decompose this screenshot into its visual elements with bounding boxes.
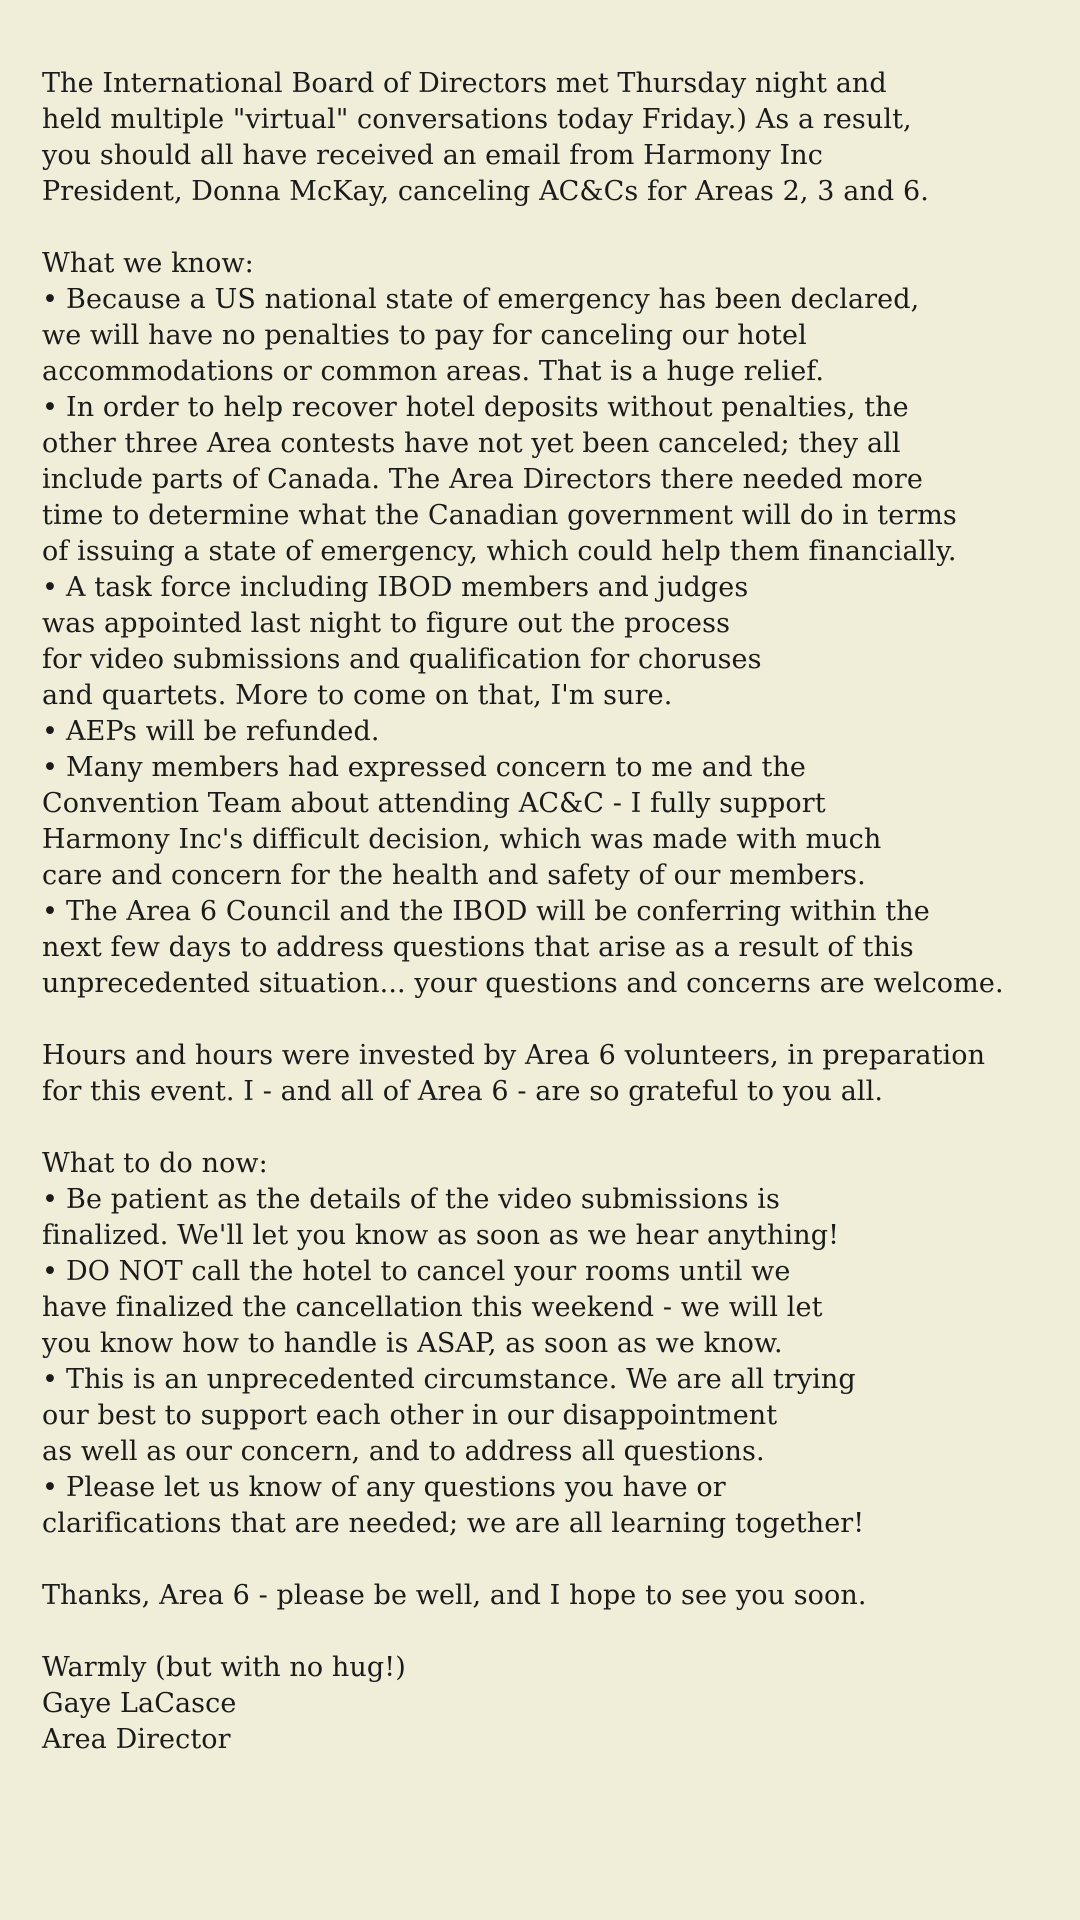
bullet-continuation-line [42,1434,1062,1470]
paragraph-spacer [42,1002,1062,1038]
letter-body [42,66,1062,1758]
bullet-text: Convention Team about attending AC&C - I fully support [42,788,826,819]
bullet-text: was appointed last night to figure out the process [42,608,731,639]
bullet-continuation-line [42,462,1062,498]
section-heading: What we know: [42,248,254,279]
section-what-we-know [42,246,1062,1002]
section-heading: What to do now: [42,1148,268,1179]
bullet-item [42,714,1062,750]
section-signature [42,1650,1062,1758]
bullet-continuation-line [42,606,1062,642]
bullet-text: Please let us know of any questions you have or [66,1472,726,1503]
bullet-item [42,1254,1062,1362]
paragraph-spacer [42,1614,1062,1650]
bullet-continuation-line [42,498,1062,534]
bullet-item [42,750,1062,894]
bullet-continuation-line [42,1290,1062,1326]
bullet-text: finalized. We'll let you know as soon as we hear anything! [42,1220,840,1251]
bullet-text: Harmony Inc's difficult decision, which was made with much [42,824,882,855]
bullet-item [42,894,1062,1002]
bullet-icon: • [42,1472,59,1503]
bullet-icon: • [42,896,59,927]
bullet-text: time to determine what the Canadian government will do in terms [42,500,957,531]
bullet-icon: • [42,1364,59,1395]
bullet-icon: • [42,716,59,747]
bullet-text: This is an unprecedented circumstance. We are all trying [66,1364,856,1395]
bullet-first-line [42,282,1062,318]
bullet-text: our best to support each other in our disappointment [42,1400,778,1431]
paragraph-spacer [42,1542,1062,1578]
bullet-text: have finalized the cancellation this weekend - we will let [42,1292,823,1323]
bullet-text: unprecedented situation... your questions and concerns are welcome. [42,968,1004,999]
paragraph-line: Hours and hours were invested by Area 6 volunteers, in preparation [42,1040,986,1071]
bullet-text: for video submissions and qualification for choruses [42,644,762,675]
section-what-to-do [42,1146,1062,1542]
bullet-item [42,570,1062,714]
bullet-text: Be patient as the details of the video submissions is [66,1184,780,1215]
bullet-text: we will have no penalties to pay for canceling our hotel [42,320,807,351]
bullet-continuation-line [42,426,1062,462]
bullet-item [42,1470,1062,1542]
bullet-icon: • [42,392,59,423]
bullet-continuation-line [42,930,1062,966]
bullet-text: DO NOT call the hotel to cancel your rooms until we [66,1256,791,1287]
bullet-text: clarifications that are needed; we are all learning together! [42,1508,865,1539]
bullet-first-line [42,714,1062,750]
bullet-continuation-line [42,534,1062,570]
bullet-text: In order to help recover hotel deposits without penalties, the [66,392,909,423]
paragraph-line: Thanks, Area 6 - please be well, and I hope to see you soon. [42,1580,867,1611]
bullet-continuation-line [42,1506,1062,1542]
bullet-text: The Area 6 Council and the IBOD will be conferring within the [66,896,930,927]
bullet-continuation-line [42,318,1062,354]
bullet-icon: • [42,752,59,783]
bullet-first-line [42,570,1062,606]
bullet-text: other three Area contests have not yet been canceled; they all [42,428,901,459]
paragraph-line: Area Director [42,1724,231,1755]
bullet-text: AEPs will be refunded. [66,716,380,747]
bullet-item [42,390,1062,570]
bullet-item [42,1182,1062,1254]
paragraph-spacer [42,210,1062,246]
bullet-first-line [42,750,1062,786]
bullet-continuation-line [42,822,1062,858]
bullet-continuation-line [42,786,1062,822]
bullet-continuation-line [42,858,1062,894]
bullet-text: accommodations or common areas. That is a huge relief. [42,356,825,387]
bullet-text: Many members had expressed concern to me and the [66,752,807,783]
bullet-continuation-line [42,678,1062,714]
paragraph-spacer [42,1110,1062,1146]
bullet-icon: • [42,572,59,603]
paragraph-line: for this event. I - and all of Area 6 - are so grateful to you all. [42,1076,884,1107]
bullet-first-line [42,1470,1062,1506]
bullet-item [42,1362,1062,1470]
paragraph-line: you should all have received an email from Harmony Inc [42,140,823,171]
bullet-icon: • [42,1256,59,1287]
bullet-continuation-line [42,966,1062,1002]
section-volunteers [42,1038,1062,1110]
bullet-text: of issuing a state of emergency, which could help them financially. [42,536,957,567]
bullet-continuation-line [42,642,1062,678]
bullet-text: and quartets. More to come on that, I'm sure. [42,680,673,711]
bullet-continuation-line [42,1398,1062,1434]
bullet-first-line [42,1362,1062,1398]
bullet-first-line [42,390,1062,426]
bullet-text: you know how to handle is ASAP, as soon as we know. [42,1328,783,1359]
bullet-continuation-line [42,1326,1062,1362]
bullet-first-line [42,1254,1062,1290]
bullet-item [42,282,1062,390]
bullet-first-line [42,894,1062,930]
bullet-icon: • [42,284,59,315]
bullet-continuation-line [42,1218,1062,1254]
paragraph-line: Gaye LaCasce [42,1688,237,1719]
bullet-text: as well as our concern, and to address all questions. [42,1436,765,1467]
bullet-text: Because a US national state of emergency has been declared, [66,284,920,315]
section-thanks [42,1578,1062,1614]
bullet-text: include parts of Canada. The Area Directors there needed more [42,464,923,495]
paragraph-line: President, Donna McKay, canceling AC&Cs for Areas 2, 3 and 6. [42,176,929,207]
paragraph-line: Warmly (but with no hug!) [42,1652,406,1683]
bullet-text: A task force including IBOD members and judges [66,572,749,603]
section-intro [42,66,1062,210]
bullet-text: next few days to address questions that arise as a result of this [42,932,914,963]
bullet-icon: • [42,1184,59,1215]
bullet-continuation-line [42,354,1062,390]
bullet-first-line [42,1182,1062,1218]
bullet-text: care and concern for the health and safety of our members. [42,860,866,891]
paragraph-line: The International Board of Directors met Thursday night and [42,68,887,99]
paragraph-line: held multiple "virtual" conversations today Friday.) As a result, [42,104,912,135]
